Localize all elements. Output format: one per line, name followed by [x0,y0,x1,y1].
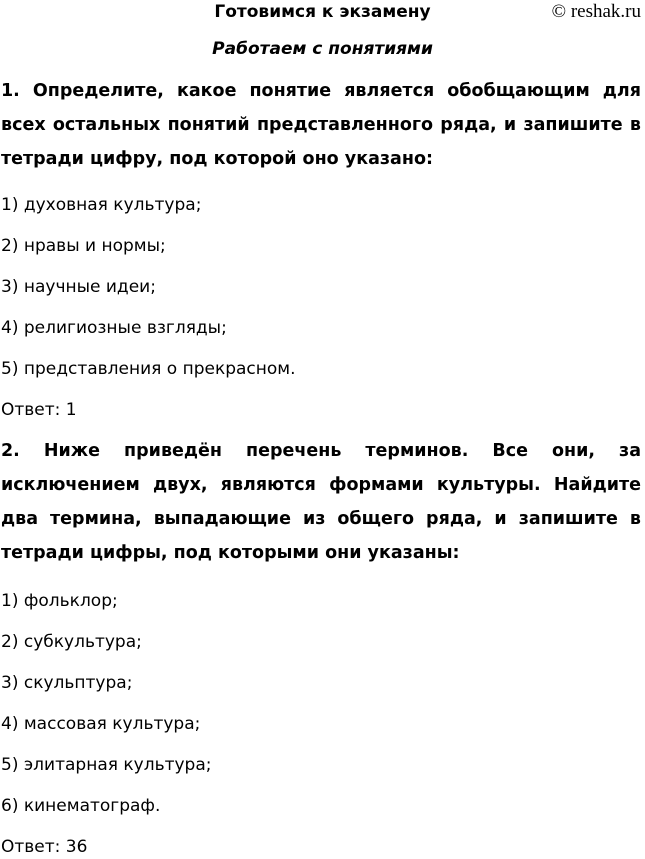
question-2-answer: Ответ: 36 [1,837,88,857]
question-1-option-4: 4) религиозные взгляды; [1,318,227,338]
page-header-title: Готовимся к экзамену [214,2,431,22]
question-1-option-2: 2) нравы и нормы; [1,236,166,256]
question-2-option-5: 5) элитарная культура; [1,755,212,775]
question-2-option-4: 4) массовая культура; [1,714,201,734]
question-2-option-3: 3) скульптура; [1,673,133,693]
question-2-option-6: 6) кинематограф. [1,796,161,816]
question-1-option-5: 5) представления о прекрасном. [1,359,296,379]
question-2-text: 2. Ниже приведён перечень терминов. Все они, за исключением двух, являются формами культуры. Найдите два термина, выпадающие из общего ряда, и запишите в тетради цифры, под которыми они указаны: [1,441,641,563]
question-1-answer: Ответ: 1 [1,400,77,420]
question-1-text: 1. Определите, какое понятие является обобщающим для всех остальных понятий представленного ряда, и запишите в тетради цифру, под которой оно указано: [1,81,641,169]
watermark: © reshak.ru [551,1,641,22]
question-1-option-3: 3) научные идеи; [1,277,156,297]
question-2-option-1: 1) фольклор; [1,591,118,611]
question-1-option-1: 1) духовная культура; [1,195,202,215]
section-subtitle: Работаем с понятиями [212,39,433,59]
question-2-option-2: 2) субкультура; [1,632,142,652]
